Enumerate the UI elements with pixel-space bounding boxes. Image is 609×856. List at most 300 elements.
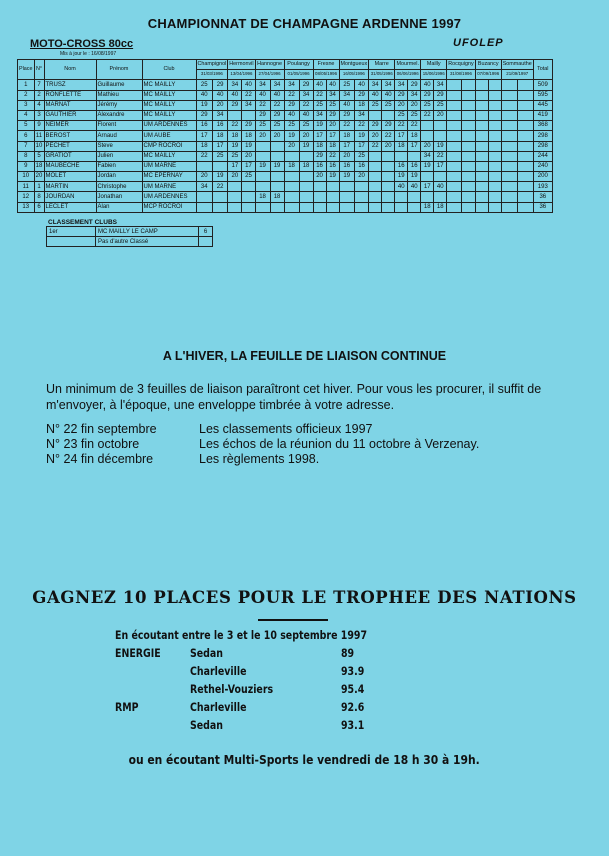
venue-header: Mourmel. <box>395 60 421 70</box>
score-cell <box>501 161 517 171</box>
score-cell <box>447 131 462 141</box>
col-number: N° <box>34 60 44 80</box>
score-cell: 40 <box>196 90 212 100</box>
score-cell <box>408 202 421 212</box>
score-cell <box>212 161 227 171</box>
score-cell: 20 <box>408 100 421 110</box>
score-cell: 29 <box>382 121 395 131</box>
col-club: Club <box>142 60 196 80</box>
score-cell <box>270 202 284 212</box>
total-cell: 419 <box>533 110 552 120</box>
club-row <box>47 237 213 247</box>
score-cell: 19 <box>196 100 212 110</box>
score-cell: 18 <box>228 131 242 141</box>
score-cell: 40 <box>313 80 326 90</box>
score-cell: 40 <box>270 90 284 100</box>
score-cell: 17 <box>421 182 434 192</box>
score-cell <box>421 131 434 141</box>
score-cell <box>255 151 270 161</box>
score-cell <box>313 182 326 192</box>
score-cell <box>488 182 501 192</box>
score-cell <box>395 202 408 212</box>
score-cell <box>434 172 447 182</box>
score-cell <box>517 80 533 90</box>
score-cell <box>326 192 339 202</box>
score-cell: 34 <box>369 80 382 90</box>
score-cell: 18 <box>421 202 434 212</box>
name-cell: MAUBECHE <box>44 161 96 171</box>
score-cell: 25 <box>421 100 434 110</box>
score-cell: 29 <box>299 80 313 90</box>
place-cell: 12 <box>18 192 35 202</box>
total-cell: 595 <box>533 90 552 100</box>
firstname-cell: Jérémy <box>96 100 142 110</box>
score-cell: 18 <box>326 141 339 151</box>
name-cell: GRATIOT <box>44 151 96 161</box>
name-cell: GAUTHIER <box>44 110 96 120</box>
number-cell: 11 <box>34 131 44 141</box>
score-cell <box>326 202 339 212</box>
score-cell: 22 <box>313 90 326 100</box>
score-cell <box>488 121 501 131</box>
table-row <box>18 151 553 161</box>
score-cell: 40 <box>408 182 421 192</box>
score-cell <box>461 131 475 141</box>
score-cell <box>517 151 533 161</box>
score-cell <box>488 100 501 110</box>
score-cell <box>212 192 227 202</box>
table-row <box>18 202 553 212</box>
score-cell <box>501 110 517 120</box>
club-points: 6 <box>199 227 213 237</box>
score-cell: 25 <box>408 110 421 120</box>
score-cell: 19 <box>421 161 434 171</box>
score-cell: 20 <box>255 131 270 141</box>
score-cell <box>488 90 501 100</box>
score-cell <box>447 141 462 151</box>
score-cell: 16 <box>196 121 212 131</box>
score-cell <box>517 202 533 212</box>
station-city: Charleville <box>190 700 247 714</box>
firstname-cell: Guillaume <box>96 80 142 90</box>
score-cell <box>196 161 212 171</box>
place-cell: 10 <box>18 172 35 182</box>
score-cell: 25 <box>270 121 284 131</box>
score-cell: 19 <box>313 121 326 131</box>
score-cell: 34 <box>212 110 227 120</box>
score-cell <box>369 192 382 202</box>
total-cell: 298 <box>533 141 552 151</box>
score-cell <box>461 202 475 212</box>
club-cell: MC MAILLY <box>142 110 196 120</box>
score-cell: 40 <box>369 90 382 100</box>
score-cell: 25 <box>326 100 339 110</box>
score-cell: 20 <box>299 131 313 141</box>
place-cell: 7 <box>18 141 35 151</box>
score-cell: 20 <box>369 131 382 141</box>
score-cell <box>408 192 421 202</box>
score-cell: 19 <box>395 172 408 182</box>
table-row <box>18 192 553 202</box>
score-cell <box>517 161 533 171</box>
score-cell: 17 <box>228 161 242 171</box>
score-cell: 18 <box>408 131 421 141</box>
score-cell <box>447 172 462 182</box>
score-cell <box>501 192 517 202</box>
score-cell: 18 <box>313 141 326 151</box>
score-cell: 29 <box>354 90 368 100</box>
score-cell <box>517 182 533 192</box>
name-cell: RONFLETTE <box>44 90 96 100</box>
score-cell: 34 <box>434 80 447 90</box>
score-cell <box>501 80 517 90</box>
score-cell <box>270 151 284 161</box>
station-frequency: 93.1 <box>341 718 365 732</box>
score-cell <box>212 202 227 212</box>
venue-header: Marre <box>369 60 395 70</box>
issue-description: Les règlements 1998. <box>199 452 320 466</box>
score-cell: 29 <box>228 100 242 110</box>
score-cell: 20 <box>326 121 339 131</box>
score-cell: 34 <box>313 110 326 120</box>
score-cell <box>242 182 255 192</box>
score-cell <box>501 182 517 192</box>
club-cell: UM MARNE <box>142 182 196 192</box>
club-row <box>47 227 213 237</box>
number-cell: 7 <box>34 80 44 90</box>
score-cell <box>501 100 517 110</box>
name-cell: BEROST <box>44 131 96 141</box>
score-cell <box>284 182 299 192</box>
score-cell <box>517 90 533 100</box>
score-cell: 40 <box>212 90 227 100</box>
score-cell <box>242 202 255 212</box>
score-cell: 25 <box>313 100 326 110</box>
score-cell: 40 <box>228 90 242 100</box>
club-place: 1er <box>47 227 96 237</box>
score-cell: 17 <box>408 141 421 151</box>
name-cell: NEIMER <box>44 121 96 131</box>
score-cell <box>461 192 475 202</box>
score-cell <box>284 202 299 212</box>
score-cell: 29 <box>369 121 382 131</box>
results-body <box>18 80 553 212</box>
score-cell <box>475 192 488 202</box>
score-cell <box>382 161 395 171</box>
club-cell: UM ARDENNES <box>142 192 196 202</box>
score-cell: 20 <box>395 100 408 110</box>
score-cell <box>517 192 533 202</box>
venue-header: Sommauthe <box>501 60 533 70</box>
score-cell <box>461 110 475 120</box>
score-cell <box>475 100 488 110</box>
score-cell: 29 <box>434 90 447 100</box>
score-cell: 20 <box>339 151 354 161</box>
col-firstname: Prénom <box>96 60 142 80</box>
score-cell: 40 <box>242 80 255 90</box>
score-cell: 34 <box>242 100 255 110</box>
col-name: Nom <box>44 60 96 80</box>
place-cell: 2 <box>18 90 35 100</box>
score-cell <box>255 182 270 192</box>
score-cell <box>501 172 517 182</box>
score-cell: 40 <box>284 110 299 120</box>
score-cell: 29 <box>421 90 434 100</box>
score-cell: 34 <box>408 90 421 100</box>
score-cell: 17 <box>242 161 255 171</box>
score-cell: 25 <box>339 80 354 90</box>
score-cell: 16 <box>313 161 326 171</box>
place-cell: 3 <box>18 100 35 110</box>
venue-header: Poulangy <box>284 60 313 70</box>
score-cell: 18 <box>395 141 408 151</box>
score-cell <box>488 141 501 151</box>
number-cell: 6 <box>34 202 44 212</box>
score-cell <box>299 192 313 202</box>
total-cell: 200 <box>533 172 552 182</box>
score-cell <box>284 192 299 202</box>
score-cell: 17 <box>339 141 354 151</box>
score-cell: 22 <box>421 110 434 120</box>
score-cell <box>488 202 501 212</box>
score-cell: 22 <box>196 151 212 161</box>
score-cell: 29 <box>395 90 408 100</box>
score-cell: 22 <box>369 141 382 151</box>
score-cell: 20 <box>434 110 447 120</box>
score-cell <box>461 151 475 161</box>
score-cell <box>255 172 270 182</box>
number-cell: 18 <box>34 161 44 171</box>
score-cell <box>382 192 395 202</box>
score-cell <box>299 172 313 182</box>
name-cell: TRUSZ <box>44 80 96 90</box>
number-cell: 3 <box>34 110 44 120</box>
venue-header: Buzancy <box>475 60 501 70</box>
score-cell: 25 <box>228 151 242 161</box>
score-cell <box>299 202 313 212</box>
score-cell: 19 <box>212 172 227 182</box>
score-cell <box>475 172 488 182</box>
club-cell: MC MAILLY <box>142 100 196 110</box>
score-cell <box>369 151 382 161</box>
score-cell <box>228 182 242 192</box>
score-cell: 25 <box>434 100 447 110</box>
table-row <box>18 161 553 171</box>
name-cell: PECHET <box>44 141 96 151</box>
score-cell <box>326 182 339 192</box>
place-cell: 9 <box>18 161 35 171</box>
score-cell <box>475 110 488 120</box>
total-cell: 240 <box>533 161 552 171</box>
score-cell <box>255 202 270 212</box>
score-cell <box>475 90 488 100</box>
number-cell: 8 <box>34 192 44 202</box>
score-cell <box>461 182 475 192</box>
venue-date: 31/05/1996 <box>369 70 395 80</box>
table-row <box>18 80 553 90</box>
score-cell <box>461 141 475 151</box>
score-cell <box>501 151 517 161</box>
score-cell: 29 <box>326 110 339 120</box>
score-cell: 22 <box>395 121 408 131</box>
score-cell <box>196 202 212 212</box>
score-cell: 29 <box>255 110 270 120</box>
name-cell: LECLET <box>44 202 96 212</box>
score-cell: 20 <box>421 141 434 151</box>
clubs-title: CLASSEMENT CLUBS <box>48 219 117 226</box>
score-cell <box>299 182 313 192</box>
firstname-cell: Steve <box>96 141 142 151</box>
score-cell <box>475 151 488 161</box>
score-cell <box>369 202 382 212</box>
score-cell: 22 <box>354 121 368 131</box>
promo-footer-text: ou en écoutant Multi-Sports le vendredi de 18 h 30 à 19h. <box>128 752 481 767</box>
score-cell: 29 <box>284 100 299 110</box>
venue-date: 06/06/1996 <box>395 70 421 80</box>
score-cell: 29 <box>196 110 212 120</box>
score-cell <box>242 192 255 202</box>
score-cell <box>242 110 255 120</box>
score-cell: 22 <box>284 90 299 100</box>
venue-date: 31/08/1996 <box>447 70 475 80</box>
col-total: Total <box>533 60 552 80</box>
firstname-cell: Mathieu <box>96 90 142 100</box>
number-cell: 10 <box>34 141 44 151</box>
club-cell: MC MAILLY <box>142 90 196 100</box>
score-cell <box>339 192 354 202</box>
score-cell: 20 <box>284 141 299 151</box>
total-cell: 445 <box>533 100 552 110</box>
score-cell: 18 <box>434 202 447 212</box>
venue-header: Montgueux <box>339 60 369 70</box>
score-cell: 22 <box>255 100 270 110</box>
number-cell: 4 <box>34 100 44 110</box>
score-cell: 18 <box>196 141 212 151</box>
firstname-cell: Jonathan <box>96 192 142 202</box>
number-cell: 20 <box>34 172 44 182</box>
promo-subtitle: En écoutant entre le 3 et le 10 septembre 1997 <box>115 628 368 642</box>
score-cell: 19 <box>242 141 255 151</box>
score-cell <box>447 151 462 161</box>
score-cell: 18 <box>299 161 313 171</box>
score-cell <box>284 151 299 161</box>
score-cell: 40 <box>434 182 447 192</box>
score-cell <box>488 172 501 182</box>
score-cell <box>517 172 533 182</box>
score-cell <box>434 192 447 202</box>
score-cell <box>299 151 313 161</box>
score-cell: 18 <box>255 192 270 202</box>
station-frequency: 95.4 <box>341 682 365 696</box>
score-cell: 34 <box>339 90 354 100</box>
score-cell: 16 <box>354 161 368 171</box>
score-cell <box>369 172 382 182</box>
club-cell: MC MAILLY <box>142 80 196 90</box>
firstname-cell: Fabien <box>96 161 142 171</box>
score-cell <box>461 161 475 171</box>
score-cell <box>461 172 475 182</box>
club-cell: MC EPERNAY <box>142 172 196 182</box>
firstname-cell: Arnaud <box>96 131 142 141</box>
table-row <box>18 110 553 120</box>
score-cell <box>447 182 462 192</box>
score-cell <box>369 161 382 171</box>
score-cell: 17 <box>434 161 447 171</box>
score-cell <box>408 151 421 161</box>
venue-date: 07/09/1996 <box>475 70 501 80</box>
station-city: Sedan <box>190 718 224 732</box>
venue-header: Champignol <box>196 60 228 70</box>
score-cell: 18 <box>354 100 368 110</box>
results-table <box>17 59 553 213</box>
table-row <box>18 141 553 151</box>
score-cell: 34 <box>354 110 368 120</box>
score-cell: 40 <box>382 90 395 100</box>
score-cell <box>475 141 488 151</box>
total-cell: 244 <box>533 151 552 161</box>
score-cell <box>461 121 475 131</box>
number-cell: 5 <box>34 151 44 161</box>
venue-date: 31/03/1996 <box>196 70 228 80</box>
score-cell <box>517 110 533 120</box>
score-cell <box>488 131 501 141</box>
station-frequency: 93.9 <box>341 664 365 678</box>
venue-date: 15/06/1996 <box>421 70 447 80</box>
club-cell: MC MAILLY <box>142 151 196 161</box>
score-cell <box>475 131 488 141</box>
score-cell: 25 <box>369 100 382 110</box>
number-cell: 2 <box>34 90 44 100</box>
score-cell: 19 <box>299 141 313 151</box>
score-cell <box>270 182 284 192</box>
score-cell: 20 <box>270 131 284 141</box>
issue-description: Les classements officieux 1997 <box>199 422 373 436</box>
score-cell <box>369 110 382 120</box>
score-cell <box>421 192 434 202</box>
score-cell <box>447 161 462 171</box>
total-cell: 36 <box>533 202 552 212</box>
club-cell: UM MARNE <box>142 161 196 171</box>
score-cell: 22 <box>212 182 227 192</box>
place-cell: 8 <box>18 151 35 161</box>
col-place: Place <box>18 60 35 80</box>
venue-header: Fresne <box>313 60 339 70</box>
score-cell <box>447 110 462 120</box>
score-cell <box>447 90 462 100</box>
venue-date: 13/04/1996 <box>228 70 255 80</box>
score-cell <box>488 110 501 120</box>
table-row <box>18 90 553 100</box>
club-name: MC MAILLY LE CAMP <box>96 227 199 237</box>
score-cell: 18 <box>284 161 299 171</box>
total-cell: 193 <box>533 182 552 192</box>
score-cell: 34 <box>270 80 284 90</box>
station-frequency: 89 <box>341 646 355 660</box>
place-cell: 1 <box>18 80 35 90</box>
score-cell: 25 <box>284 121 299 131</box>
score-cell <box>488 161 501 171</box>
promo-heading: GAGNEZ 10 PLACES POUR LE TROPHEE DES NATIONS <box>32 588 577 607</box>
score-cell: 25 <box>196 80 212 90</box>
score-cell <box>447 192 462 202</box>
score-cell: 17 <box>326 131 339 141</box>
score-cell: 34 <box>255 80 270 90</box>
winter-intro: Un minimum de 3 feuilles de liaison paraîtront cet hiver. Pour vous les procurer, il suffit de m'envoyer, à l'époque, une enveloppe timbrée à votre adresse. <box>46 382 542 412</box>
score-cell: 16 <box>395 161 408 171</box>
clubs-table <box>46 226 213 247</box>
issue-number: N° 22 fin septembre <box>46 422 157 436</box>
table-row <box>18 182 553 192</box>
